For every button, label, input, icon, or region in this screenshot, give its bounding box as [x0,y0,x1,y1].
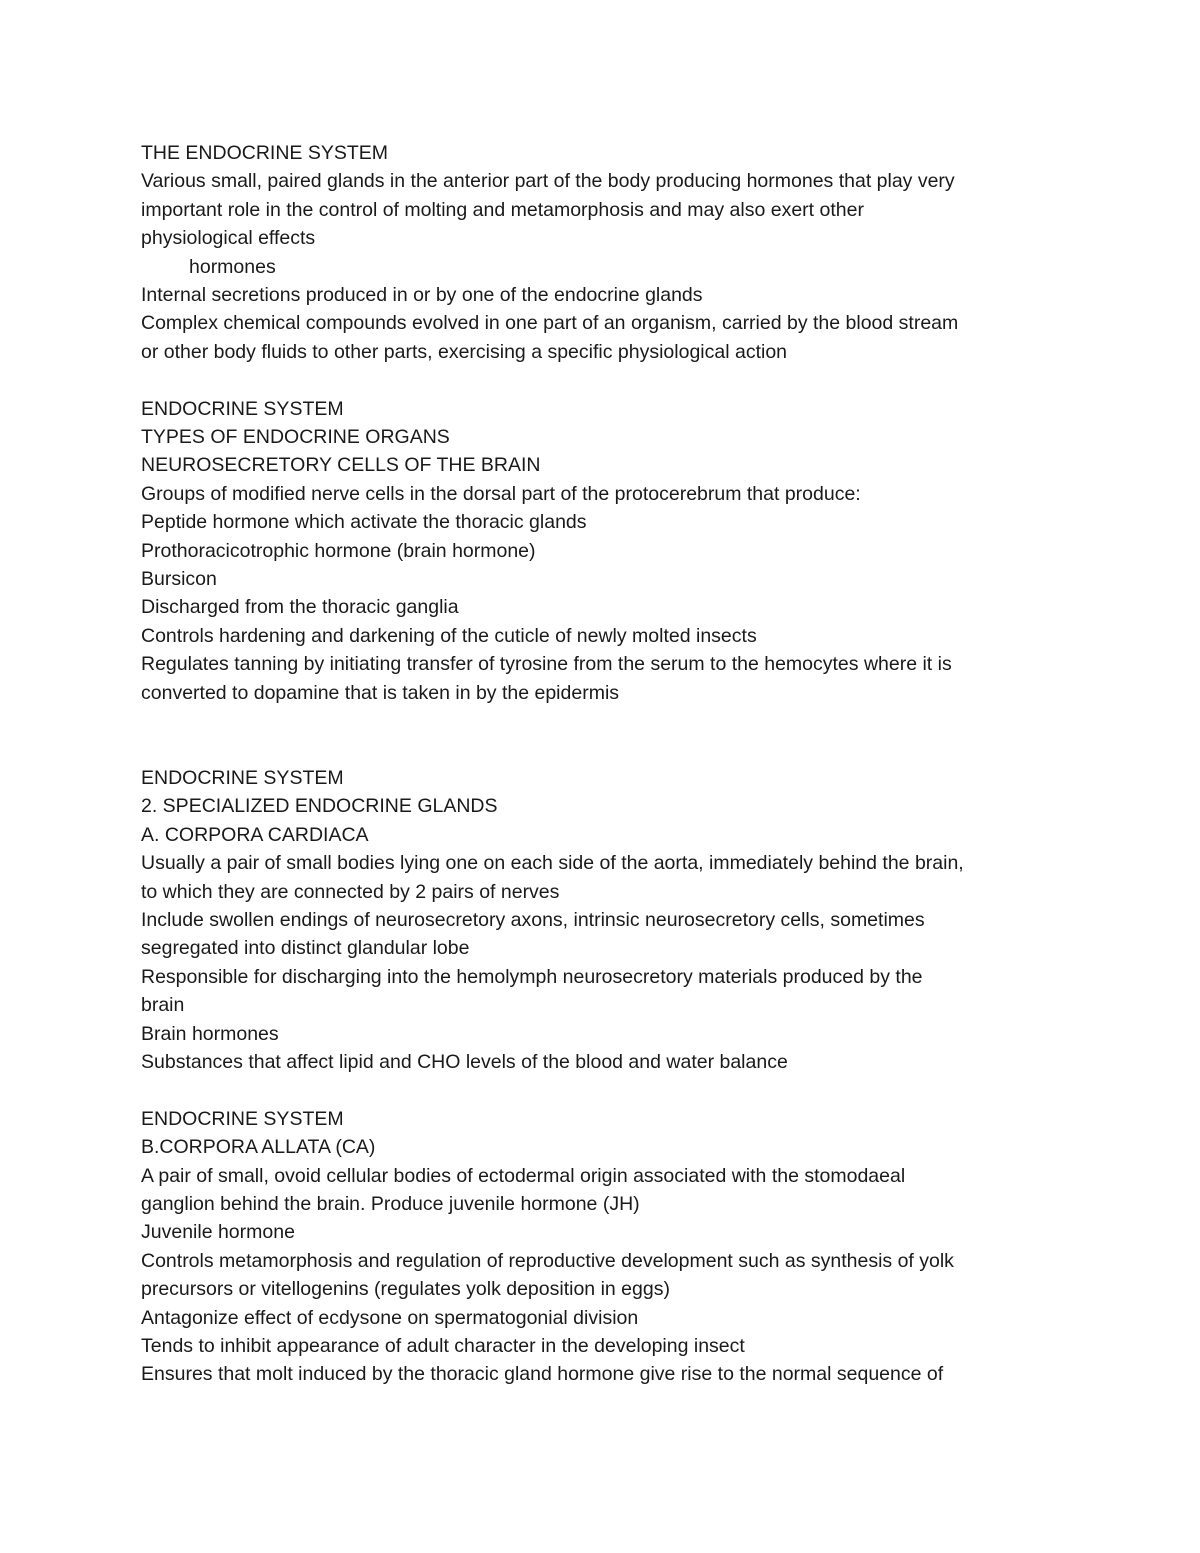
text-line: Controls hardening and darkening of the cuticle of newly molted insects [141,624,757,647]
text-line: Brain hormones [141,1022,279,1045]
text-line: Include swollen endings of neurosecretory axons, intrinsic neurosecretory cells, sometimes [141,908,925,931]
text-line: Usually a pair of small bodies lying one on each side of the aorta, immediately behind the brain, [141,852,964,875]
text-line: important role in the control of molting and metamorphosis and may also exert other [141,198,864,221]
text-line: Antagonize effect of ecdysone on spermatogonial division [141,1306,639,1329]
text-line: Substances that affect lipid and CHO levels of the blood and water balance [141,1050,788,1073]
blank-line [141,366,1071,394]
text-line: precursors or vitellogenins (regulates yolk deposition in eggs) [141,1278,670,1301]
text-line: Discharged from the thoracic ganglia [141,596,459,619]
blank-line [141,1076,1071,1104]
text-line: NEUROSECRETORY CELLS OF THE BRAIN [141,454,541,477]
text-line: to which they are connected by 2 pairs of nerves [141,880,560,903]
text-line: TYPES OF ENDOCRINE ORGANS [141,426,450,449]
text-line: Bursicon [141,568,217,591]
text-line: ganglion behind the brain. Produce juvenile hormone (JH) [141,1192,640,1215]
text-line: Various small, paired glands in the anterior part of the body producing hormones that play very [141,170,955,193]
subheading: hormones [189,255,276,278]
text-line: brain [141,994,185,1017]
document-body [141,139,1071,1389]
text-line: A pair of small, ovoid cellular bodies of ectodermal origin associated with the stomodaeal [141,1164,906,1187]
text-line: Ensures that molt induced by the thoracic gland hormone give rise to the normal sequence of [141,1363,944,1386]
text-line: Controls metamorphosis and regulation of reproductive development such as synthesis of yolk [141,1249,954,1272]
text-line: Prothoracicotrophic hormone (brain hormone) [141,539,536,562]
section-title: ENDOCRINE SYSTEM [141,397,344,420]
text-line: Regulates tanning by initiating transfer of tyrosine from the serum to the hemocytes where it is [141,653,952,676]
text-line: B.CORPORA ALLATA (CA) [141,1136,376,1159]
section-title: THE ENDOCRINE SYSTEM [141,142,389,164]
text-line: A. CORPORA CARDIACA [141,823,369,846]
text-line: Juvenile hormone [141,1221,295,1244]
text-line: Groups of modified nerve cells in the dorsal part of the protocerebrum that produce: [141,482,861,505]
text-line: 2. SPECIALIZED ENDOCRINE GLANDS [141,795,498,818]
text-line: Internal secretions produced in or by one of the endocrine glands [141,284,703,307]
section-title: ENDOCRINE SYSTEM [141,766,344,789]
text-line: Complex chemical compounds evolved in one part of an organism, carried by the blood stream [141,312,959,335]
text-line: converted to dopamine that is taken in by the epidermis [141,681,620,704]
text-line: or other body fluids to other parts, exercising a specific physiological action [141,340,788,363]
text-line: segregated into distinct glandular lobe [141,937,470,960]
text-line: physiological effects [141,227,316,250]
text-line: Tends to inhibit appearance of adult character in the developing insect [141,1335,745,1358]
blank-line [141,707,1071,764]
text-line: Peptide hormone which activate the thoracic glands [141,511,587,534]
section-title: ENDOCRINE SYSTEM [141,1107,344,1130]
text-line: Responsible for discharging into the hemolymph neurosecretory materials produced by the [141,965,923,988]
